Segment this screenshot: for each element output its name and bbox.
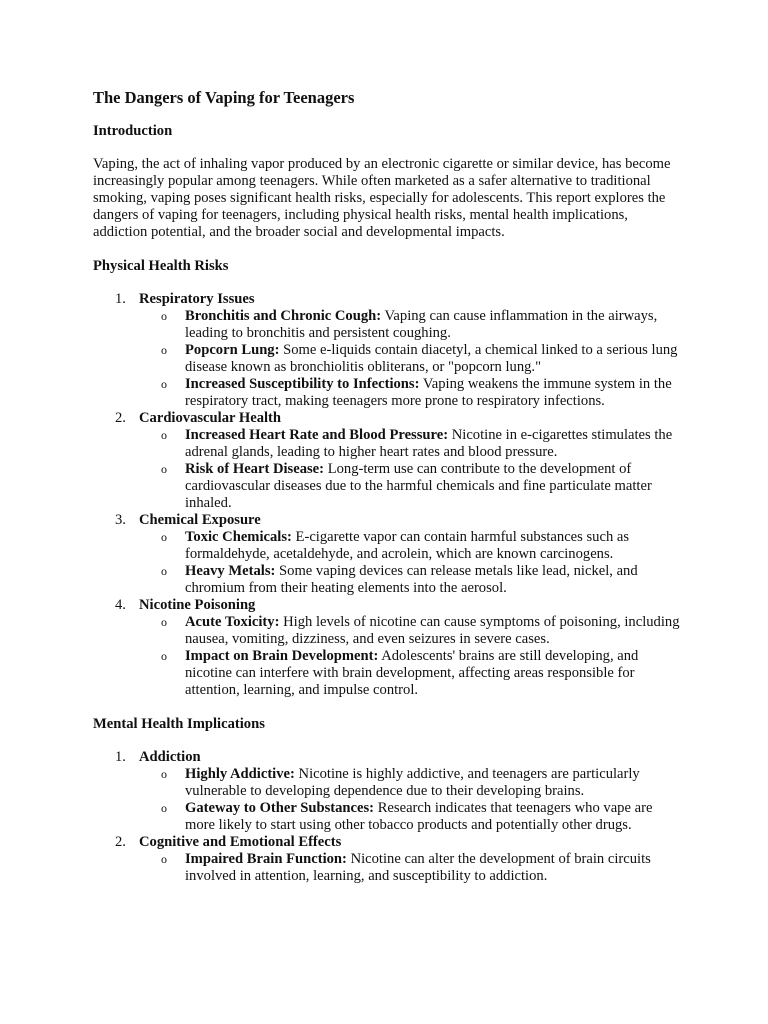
bullet-icon: o bbox=[161, 615, 167, 629]
list-item-nicotine-poisoning bbox=[93, 597, 683, 699]
list-item-title: Cardiovascular Health bbox=[139, 410, 282, 426]
sub-item-term: Gateway to Other Substances: bbox=[185, 800, 375, 816]
introduction-paragraph: Vaping, the act of inhaling vapor produced by an electronic cigarette or similar device, has become increasingly popular among teenagers. While often marketed as a safer alternative to traditional smoking, vaping poses significant health risks, especially for adolescents. This report explores the dangers of vaping for teenagers, including physical health risks, mental health implications, addiction potential, and the broader social and developmental impacts. bbox=[93, 156, 671, 240]
bullet-icon: o bbox=[161, 767, 167, 781]
list-number: 2. bbox=[115, 410, 126, 426]
introduction-heading: Introduction bbox=[93, 123, 173, 139]
sub-list-item bbox=[139, 376, 683, 410]
sub-list-item bbox=[139, 308, 683, 342]
sub-item-term: Impact on Brain Development: bbox=[185, 648, 379, 664]
sub-list bbox=[139, 614, 683, 699]
bullet-icon: o bbox=[161, 564, 167, 578]
list-item-title: Chemical Exposure bbox=[139, 512, 261, 528]
sub-item-term: Highly Addictive: bbox=[185, 766, 295, 782]
sub-item-term: Impaired Brain Function: bbox=[185, 851, 347, 867]
sub-list bbox=[139, 529, 683, 597]
sub-item-term: Bronchitis and Chronic Cough: bbox=[185, 308, 382, 324]
sub-list-item bbox=[139, 800, 683, 834]
physical-health-heading: Physical Health Risks bbox=[93, 258, 229, 274]
list-item-cardiovascular bbox=[93, 410, 683, 512]
list-number: 2. bbox=[115, 834, 126, 850]
bullet-icon: o bbox=[161, 377, 167, 391]
mental-health-list bbox=[93, 749, 683, 885]
sub-list-item bbox=[139, 427, 683, 461]
sub-item-term: Increased Susceptibility to Infections: bbox=[185, 376, 420, 392]
bullet-icon: o bbox=[161, 428, 167, 442]
sub-list-item bbox=[139, 648, 683, 699]
sub-list-item bbox=[139, 461, 683, 512]
sub-list-item bbox=[139, 342, 683, 376]
sub-item-term: Increased Heart Rate and Blood Pressure: bbox=[185, 427, 449, 443]
sub-list bbox=[139, 766, 683, 834]
sub-item-text: High levels of nicotine can cause symptoms of poisoning, including nausea, vomiting, dizziness, and even seizures in severe cases. bbox=[185, 614, 680, 647]
bullet-icon: o bbox=[161, 852, 167, 866]
bullet-icon: o bbox=[161, 462, 167, 476]
sub-item-term: Toxic Chemicals: bbox=[185, 529, 292, 545]
sub-item-term: Risk of Heart Disease: bbox=[185, 461, 325, 477]
sub-item-term: Popcorn Lung: bbox=[185, 342, 280, 358]
sub-item-text: Nicotine in e-cigarettes stimulates the adrenal glands, leading to higher heart rates and blood pressure. bbox=[185, 427, 673, 460]
bullet-icon: o bbox=[161, 649, 167, 663]
list-item-title: Nicotine Poisoning bbox=[139, 597, 256, 613]
list-item-cognitive-emotional bbox=[93, 834, 683, 885]
sub-list-item bbox=[139, 614, 683, 648]
list-item-respiratory bbox=[93, 291, 683, 410]
sub-item-text: Some vaping devices can release metals like lead, nickel, and chromium from their heating elements into the aerosol. bbox=[185, 563, 638, 596]
document-title: The Dangers of Vaping for Teenagers bbox=[93, 88, 355, 107]
sub-item-text: Vaping weakens the immune system in the respiratory tract, making teenagers more prone to respiratory infections. bbox=[185, 376, 672, 409]
sub-item-text: Research indicates that teenagers who vape are more likely to start using other tobacco products and potentially other drugs. bbox=[185, 800, 653, 833]
sub-list-item bbox=[139, 851, 683, 885]
list-number: 1. bbox=[115, 291, 126, 307]
sub-item-text: Adolescents' brains are still developing, and nicotine can interfere with brain development, affecting areas responsible for attention, learning, and impulse control. bbox=[185, 648, 639, 698]
sub-list bbox=[139, 851, 683, 885]
bullet-icon: o bbox=[161, 530, 167, 544]
sub-item-term: Acute Toxicity: bbox=[185, 614, 280, 630]
bullet-icon: o bbox=[161, 309, 167, 323]
sub-list bbox=[139, 308, 683, 410]
sub-list-item bbox=[139, 529, 683, 563]
sub-item-text: Vaping can cause inflammation in the airways, leading to bronchitis and persistent coughing. bbox=[185, 308, 658, 341]
list-number: 1. bbox=[115, 749, 126, 765]
document-page bbox=[93, 88, 683, 902]
list-item-chemical-exposure bbox=[93, 512, 683, 597]
sub-item-term: Heavy Metals: bbox=[185, 563, 276, 579]
list-item-title: Cognitive and Emotional Effects bbox=[139, 834, 342, 850]
bullet-icon: o bbox=[161, 801, 167, 815]
sub-list-item bbox=[139, 766, 683, 800]
list-item-title: Addiction bbox=[139, 749, 201, 765]
list-item-addiction bbox=[93, 749, 683, 834]
mental-health-heading: Mental Health Implications bbox=[93, 716, 265, 732]
list-number: 4. bbox=[115, 597, 126, 613]
sub-item-text: Nicotine is highly addictive, and teenagers are particularly vulnerable to developing dependence due to their developing brains. bbox=[185, 766, 640, 799]
list-item-title: Respiratory Issues bbox=[139, 291, 255, 307]
sub-item-text: Nicotine can alter the development of brain circuits involved in attention, learning, and susceptibility to addiction. bbox=[185, 851, 651, 884]
sub-item-text: Some e-liquids contain diacetyl, a chemical linked to a serious lung disease known as bronchiolitis obliterans, or "popcorn lung." bbox=[185, 342, 678, 375]
sub-list-item bbox=[139, 563, 683, 597]
list-number: 3. bbox=[115, 512, 126, 528]
sub-item-text: Long-term use can contribute to the development of cardiovascular diseases due to the harmful chemicals and fine particulate matter inhaled. bbox=[185, 461, 652, 511]
sub-list bbox=[139, 427, 683, 512]
bullet-icon: o bbox=[161, 343, 167, 357]
sub-item-text: E-cigarette vapor can contain harmful substances such as formaldehyde, acetaldehyde, and acrolein, which are known carcinogens. bbox=[185, 529, 630, 562]
physical-health-list bbox=[93, 291, 683, 699]
